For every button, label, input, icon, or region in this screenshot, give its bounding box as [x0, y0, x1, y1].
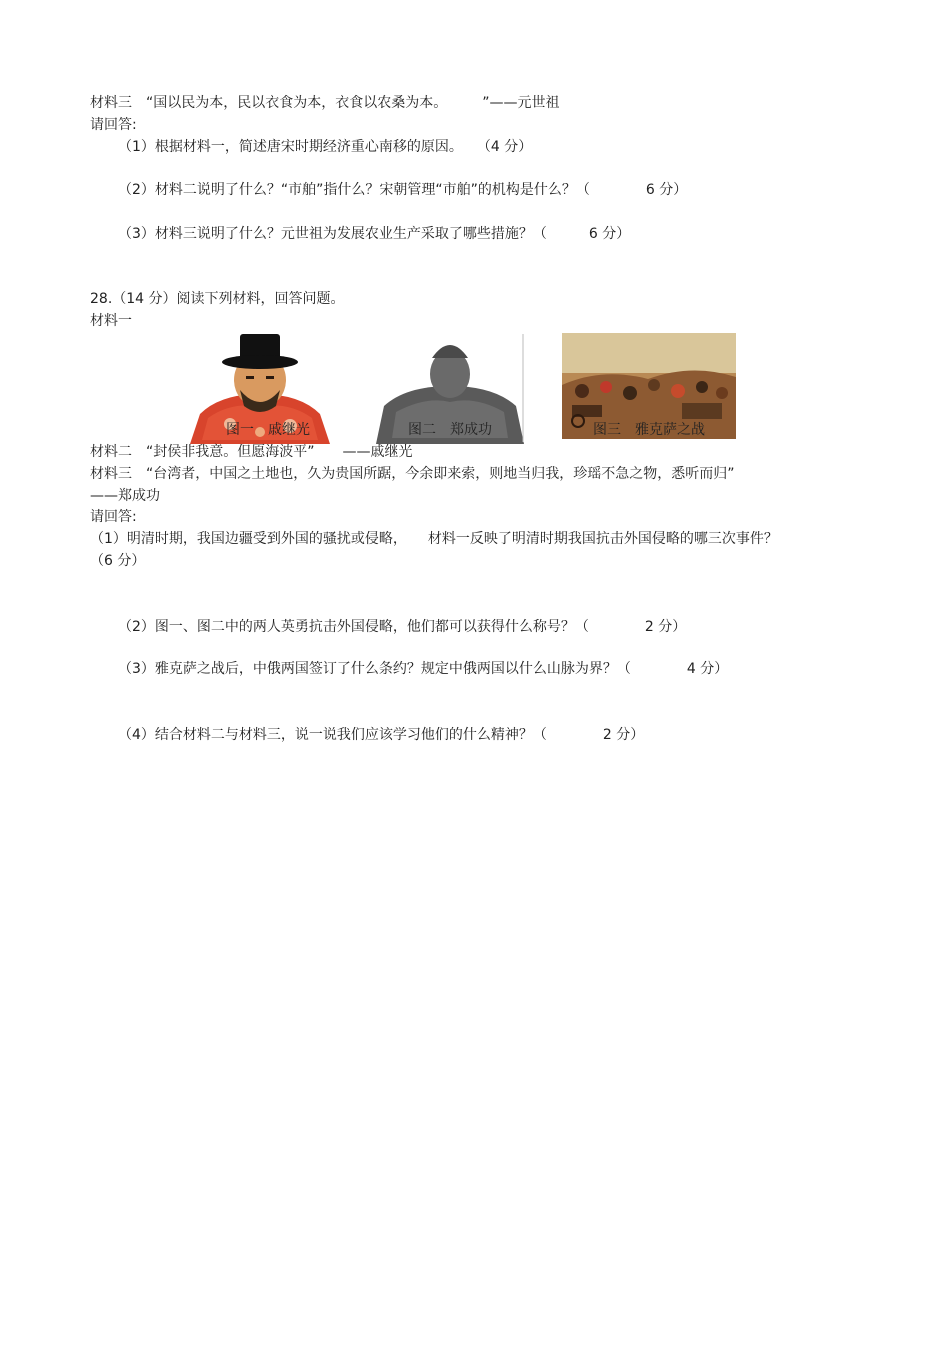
q28-sub1-line1: （1）明清时期，我国边疆受到外国的骚扰或侵略， 材料一反映了明清时期我国抗击外国侵略的哪三次事件？ — [90, 531, 778, 547]
q28-sub2: （2）图一、图二中的两人英勇抗击外国侵略，他们都可以获得什么称号？（ 2 分） — [118, 619, 687, 635]
q28-material3-line1: 材料三 “台湾者，中国之土地也，久为贵国所踞，今余即来索，则地当归我，珍瑶不急之物，悉听而归” — [90, 466, 735, 482]
q28-sub3: （3）雅克萨之战后，中俄两国签订了什么条约？规定中俄两国以什么山脉为界？（ 4 分） — [118, 661, 729, 677]
q28-material3-line2: ——郑成功 — [90, 488, 160, 504]
fig2-caption: 图二 郑成功 — [408, 422, 492, 438]
q27-sub3: （3）材料三说明了什么？元世祖为发展农业生产采取了哪些措施？（ 6 分） — [118, 226, 631, 242]
fig1-caption: 图一 戚继光 — [226, 422, 310, 438]
fig3-caption: 图三 雅克萨之战 — [593, 422, 705, 438]
q28-heading: 28.（14 分）阅读下列材料，回答问题。 — [90, 291, 345, 307]
q27-sub2: （2）材料二说明了什么？“市舶”指什么？宋朝管理“市舶”的机构是什么？（ 6 分） — [118, 182, 688, 198]
q28-material1-label: 材料一 — [90, 313, 132, 329]
q28-material2: 材料二 “封侯非我意。但愿海波平” ——戚继光 — [90, 444, 413, 460]
q28-sub4: （4）结合材料二与材料三，说一说我们应该学习他们的什么精神？（ 2 分） — [118, 727, 645, 743]
q27-prompt: 请回答: — [90, 117, 137, 133]
q27-material3: 材料三 “国以民为本，民以衣食为本，衣食以农桑为本。 ”——元世祖 — [90, 95, 560, 111]
q28-prompt: 请回答: — [90, 509, 137, 525]
q27-sub1: （1）根据材料一，简述唐宋时期经济重心南移的原因。 （4 分） — [118, 139, 533, 155]
q28-sub1-line2: （6 分） — [90, 553, 146, 569]
